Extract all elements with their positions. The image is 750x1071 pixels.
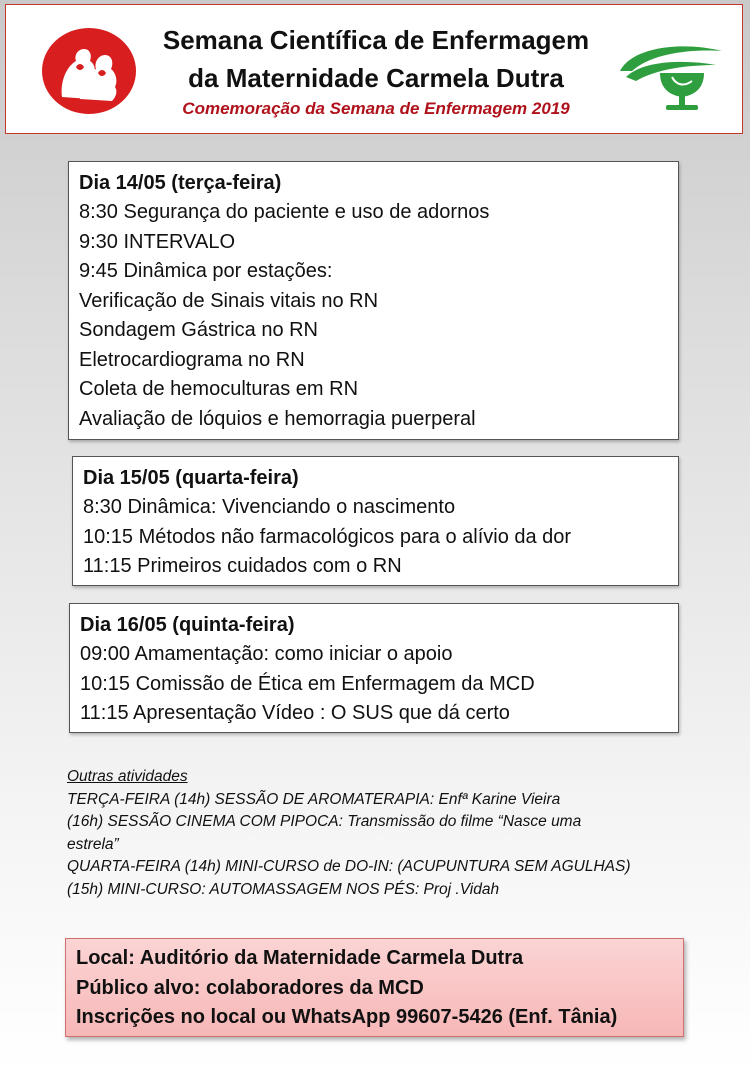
event-subtitle: Comemoração da Semana de Enfermagem 2019 — [182, 99, 570, 118]
header-banner — [5, 4, 743, 134]
location-info-box — [65, 938, 684, 1037]
day-heading: Dia 14/05 (terça-feira) — [79, 172, 282, 194]
schedule-item: 10:15 Comissão de Ética em Enfermagem da MCD — [80, 672, 535, 695]
day-card-1405 — [68, 161, 679, 440]
day-card-1505 — [72, 456, 679, 586]
schedule-item: 11:15 Primeiros cuidados com o RN — [83, 555, 402, 577]
other-activity-line: estrela” — [67, 835, 119, 853]
schedule-item: Verificação de Sinais vitais no RN — [79, 289, 379, 312]
day-heading: Dia 16/05 (quinta-feira) — [80, 614, 295, 636]
schedule-item: 9:45 Dinâmica por estações: — [79, 260, 333, 282]
other-activities-title: Outras atividades — [67, 768, 188, 785]
schedule-item: 09:00 Amamentação: como iniciar o apoio — [80, 643, 453, 665]
registration-line: Inscrições no local ou WhatsApp 99607-5426 (Enf. Tânia) — [76, 1006, 618, 1028]
other-activity-line: TERÇA-FEIRA (14h) SESSÃO DE AROMATERAPIA: Enfª Karine Vieira — [67, 790, 561, 808]
schedule-item: 9:30 INTERVALO — [79, 230, 235, 253]
schedule-item: 11:15 Apresentação Vídeo : O SUS que dá certo — [80, 702, 510, 724]
other-activity-line: QUARTA-FEIRA (14h) MINI-CURSO de DO-IN: (ACUPUNTURA SEM AGULHAS) — [67, 858, 631, 875]
other-activities — [67, 766, 677, 901]
schedule-item: 10:15 Métodos não farmacológicos para o alívio da dor — [83, 525, 572, 548]
event-title-line1: Semana Científica de Enfermagem — [162, 25, 590, 55]
audience-line: Público alvo: colaboradores da MCD — [76, 976, 424, 999]
schedule-item: Coleta de hemoculturas em RN — [79, 378, 359, 400]
other-activity-line: (16h) SESSÃO CINEMA COM PIPOCA: Transmissão do filme “Nasce uma — [67, 813, 582, 830]
schedule-item: 8:30 Segurança do paciente e uso de adornos — [79, 201, 490, 223]
day-card-1605 — [69, 603, 679, 733]
location-line: Local: Auditório da Maternidade Carmela Dutra — [76, 947, 524, 969]
schedule-item: Sondagem Gástrica no RN — [79, 319, 319, 341]
schedule-item: Eletrocardiograma no RN — [79, 348, 305, 371]
schedule-item: Avaliação de lóquios e hemorragia puerperal — [79, 407, 476, 430]
nursing-lamp-cup-icon — [612, 37, 730, 115]
schedule-item: 8:30 Dinâmica: Vivenciando o nascimento — [83, 496, 456, 518]
day-heading: Dia 15/05 (quarta-feira) — [83, 467, 299, 489]
other-activity-line: (15h) MINI-CURSO: AUTOMASSAGEM NOS PÉS: Proj .Vidah — [67, 880, 500, 898]
event-title-line2: da Maternidade Carmela Dutra — [188, 63, 564, 93]
